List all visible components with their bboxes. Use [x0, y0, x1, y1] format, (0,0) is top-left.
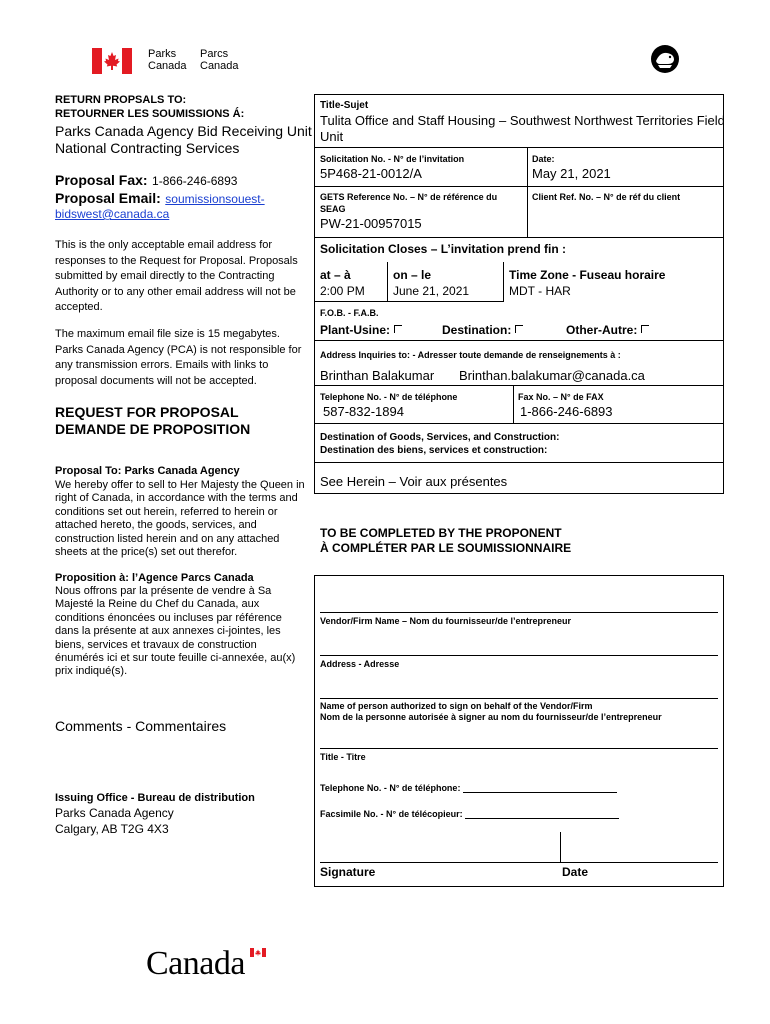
text-line: right of Canada, in accordance with the terms and [55, 492, 298, 505]
date-value: May 21, 2021 [532, 166, 611, 181]
title-line[interactable] [320, 748, 718, 749]
address-label: Address - Adresse [320, 659, 400, 669]
plant-checkbox[interactable] [394, 325, 402, 333]
fob-other [566, 323, 649, 337]
client-ref-label: Client Ref. No. – N° de réf du client [532, 192, 681, 202]
divider [314, 147, 724, 148]
authorized-person-label-en: Name of person authorized to sign on behalf of the Vendor/Firm [320, 701, 593, 711]
text-line: attached hereto, the goods, services, and [55, 519, 257, 532]
other-checkbox[interactable] [641, 325, 649, 333]
proponent-heading-en: TO BE COMPLETED BY THE PROPONENT [320, 526, 562, 540]
note-line: Authority or to any other email address will not be [55, 285, 296, 298]
note-line: responses to the Request for Proposal. Proposals [55, 254, 298, 267]
facsimile-field-label: Facsimile No. - N° de télécopieur: [320, 809, 463, 819]
proposal-fax-value: 1-866-246-6893 [152, 174, 238, 188]
canada-wordmark-text: Canada [146, 945, 245, 982]
agency-name-en-1: Parks [148, 48, 177, 60]
facsimile-input-line[interactable] [465, 807, 619, 819]
signature-label: Signature [320, 865, 376, 879]
contact-name: Brinthan Balakumar [320, 368, 435, 383]
text-line: biens, services et travaux de construction [55, 638, 257, 651]
text-line: énumérés ici et sur toute feuille ci-annexée, au(x) [55, 652, 296, 665]
solicitation-closes-label: Solicitation Closes – L’invitation prend fin : [320, 242, 567, 256]
fob-plant-label: Plant-Usine: [320, 323, 391, 337]
divider [527, 147, 528, 237]
signature-line[interactable] [320, 862, 718, 863]
note-line: The maximum email file size is 15 megabytes. [55, 328, 280, 340]
email-note-1 [55, 238, 315, 316]
telephone-input-line[interactable] [463, 781, 617, 793]
title-label: Title-Sujet [320, 100, 369, 111]
text-line: dans la présente at aux annexes ci-jointes, les [55, 625, 281, 638]
destination-label-en: Destination of Goods, Services, and Construction: [320, 432, 560, 443]
at-label: at – à [320, 268, 351, 282]
proposition-label: Proposition à: l’Agence Parcs Canada [55, 572, 254, 584]
vendor-name-label: Vendor/Firm Name – Nom du fournisseur/de l’entrepreneur [320, 616, 572, 626]
note-line: any transmission errors. Emails with links to [55, 359, 269, 372]
proposal-to-text [55, 479, 317, 559]
gets-ref-label-1: GETS Reference No. – N° de référence du [320, 192, 498, 202]
return-label-en: RETURN PROPSALS TO: [55, 94, 187, 106]
gets-ref-label-2: SEAG [320, 204, 346, 214]
proposal-email-link-part1[interactable]: soumissionsouest- [165, 192, 265, 206]
facsimile-field [320, 807, 619, 819]
issuing-office-line1: Parks Canada Agency [55, 806, 174, 820]
comments-label: Comments - Commentaires [55, 718, 227, 734]
gets-ref-value: PW-21-00957015 [320, 216, 422, 231]
divider [314, 237, 724, 238]
proposition-text [55, 585, 317, 679]
issuing-office-label: Issuing Office - Bureau de distribution [55, 792, 255, 804]
solicitation-no-value: 5P468-21-0012/A [320, 166, 422, 181]
telephone-field-label: Telephone No. - N° de téléphone: [320, 783, 461, 793]
divider [513, 385, 514, 423]
fax-value: 1-866-246-6893 [520, 404, 613, 419]
return-label-fr: RETOURNER LES SOUMISSIONS Á: [55, 108, 245, 120]
divider [314, 385, 724, 386]
issuing-office-line2: Calgary, AB T2G 4X3 [55, 822, 169, 836]
authorized-person-label-fr: Nom de la personne autorisée à signer au nom du fournisseur/de l’entrepreneur [320, 712, 662, 722]
canada-flag-icon [92, 48, 132, 74]
return-address-line2: National Contracting Services [55, 140, 240, 156]
destination-label-fr: Destination des biens, services et construction: [320, 445, 548, 456]
title-value-1: Tulita Office and Staff Housing – Southwest Northwest Territories Field [320, 113, 725, 128]
text-line: Majesté la Reine du Chef du Canada, aux [55, 598, 260, 611]
signature-date-label: Date [562, 865, 589, 879]
contact-email: Brinthan.balakumar@canada.ca [459, 368, 645, 383]
time-zone-value: MDT - HAR [509, 284, 571, 298]
solicitation-no-label: Solicitation No. - N° de l’invitation [320, 154, 465, 164]
divider [314, 340, 724, 341]
on-value: June 21, 2021 [393, 284, 470, 298]
fob-destination [442, 323, 523, 337]
telephone-value: 587-832-1894 [323, 404, 404, 419]
wordmark-flag-icon [250, 948, 266, 957]
vendor-name-line[interactable] [320, 612, 718, 613]
note-line: This is the only acceptable email address for [55, 239, 273, 251]
fob-plant [320, 323, 402, 337]
telephone-label: Telephone No. - N° de téléphone [320, 392, 458, 402]
divider [314, 423, 724, 424]
proposal-to-label: Proposal To: Parks Canada Agency [55, 465, 240, 477]
proponent-heading-fr: À COMPLÉTER PAR LE SOUMISSIONNAIRE [320, 541, 572, 555]
proposal-email-link-part2[interactable]: bidswest@canada.ca [55, 207, 170, 221]
title-value-2: Unit [320, 129, 344, 144]
text-line: sheets at the price(s) set out therefor. [55, 546, 238, 559]
text-line: prix indiqué(s). [55, 665, 128, 678]
address-inquiries-label: Address Inquiries to: - Adresser toute demande de renseignements à : [320, 350, 621, 360]
proposal-fax-label: Proposal Fax: [55, 172, 148, 188]
text-line: conditions énoncées ou incluses par référence [55, 611, 282, 624]
note-line: accepted. [55, 301, 103, 314]
fob-other-label: Other-Autre: [566, 323, 638, 337]
divider [314, 186, 724, 187]
note-line: submitted by email directly to the Contracting [55, 270, 275, 283]
proposal-email [55, 190, 265, 208]
telephone-field [320, 781, 617, 793]
text-line: We hereby offer to sell to Her Majesty the Queen in [55, 479, 305, 491]
note-line: proposal documents will not be accepted. [55, 374, 257, 387]
destination-value: See Herein – Voir aux présentes [320, 474, 508, 489]
fax-label: Fax No. – N° de FAX [518, 392, 604, 402]
address-line[interactable] [320, 655, 718, 656]
agency-name-fr-1: Parcs [200, 48, 229, 60]
time-zone-label: Time Zone - Fuseau horaire [509, 268, 666, 282]
divider [314, 462, 724, 463]
agency-name-fr-2: Canada [200, 60, 239, 72]
fob-destination-label: Destination: [442, 323, 512, 337]
on-label: on – le [393, 268, 432, 282]
date-label: Date: [532, 154, 555, 164]
rfp-title-fr: DEMANDE DE PROPOSITION [55, 421, 251, 437]
signature-date-divider [560, 832, 561, 862]
text-line: construction listed herein and on any attached [55, 532, 280, 545]
email-note-2 [55, 327, 317, 389]
title-field-label: Title - Titre [320, 752, 366, 762]
text-line: conditions set out herein, referred to herein or [55, 505, 278, 518]
agency-name-en-2: Canada [148, 60, 187, 72]
note-line: Parks Canada Agency (PCA) is not responsible for [55, 343, 302, 356]
return-address-line1: Parks Canada Agency Bid Receiving Unit [55, 123, 312, 139]
proposal-email-label: Proposal Email: [55, 190, 161, 206]
proposal-fax [55, 172, 237, 190]
rfp-title-en: REQUEST FOR PROPOSAL [55, 404, 239, 420]
fob-label: F.O.B. - F.A.B. [320, 308, 379, 318]
text-line: Nous offrons par la présente de vendre à Sa [55, 585, 272, 597]
authorized-person-line[interactable] [320, 698, 718, 699]
canada-wordmark [146, 944, 276, 984]
beaver-emblem-icon [650, 44, 680, 74]
destination-checkbox[interactable] [515, 325, 523, 333]
at-value: 2:00 PM [320, 284, 365, 298]
